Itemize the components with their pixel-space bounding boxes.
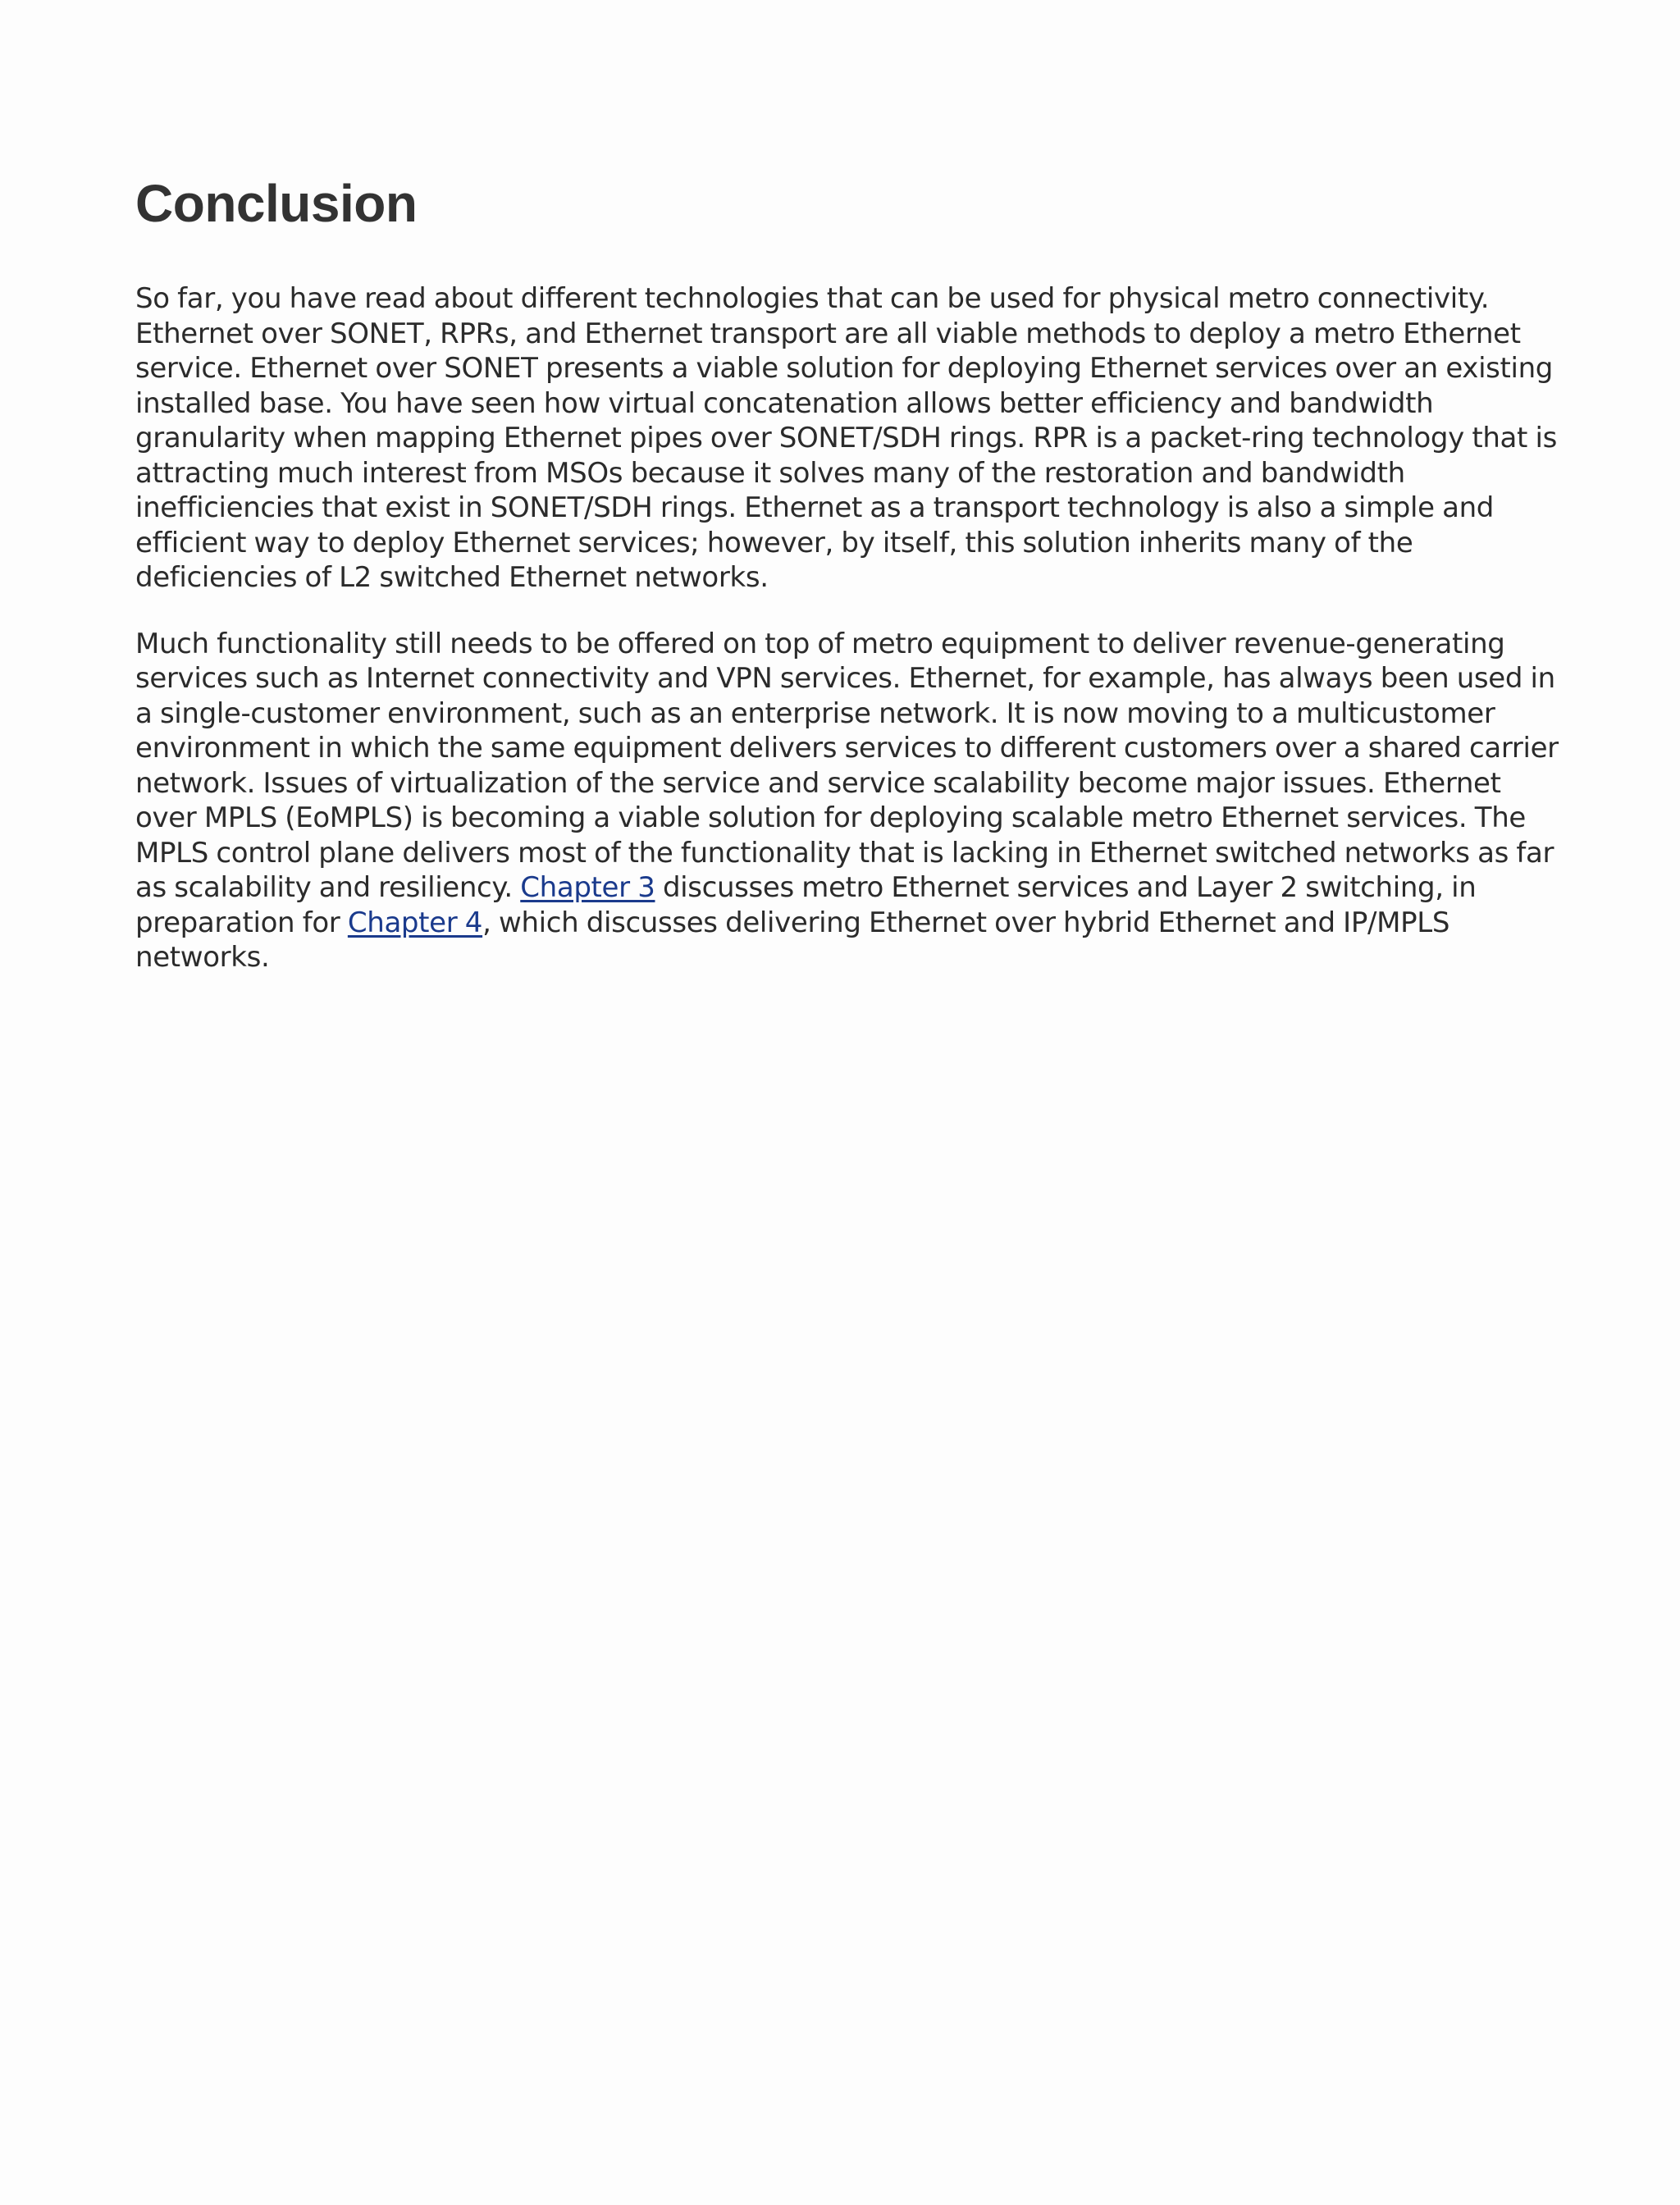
- paragraph-2-text-end: , which discusses delivering Ethernet over hybrid Ethernet and IP/MPLS networks.: [135, 906, 1450, 974]
- chapter-4-link[interactable]: Chapter 4: [347, 906, 483, 939]
- paragraph-1: So far, you have read about different technologies that can be used for physical metro connectivity. Ethernet over SONET, RPRs, and Ethernet transport are all viable methods to deploy a metro Ethernet service. Ethernet over SONET presents a viable solution for deploying Ethernet services over an existing installed base. You have seen how virtual concatenation allows better efficiency and bandwidth granularity when mapping Ethernet pipes over SONET/SDH rings. RPR is a packet-ring technology that is attracting much interest from MSOs because it solves many of the restoration and bandwidth inefficiencies that exist in SONET/SDH rings. Ethernet as a transport technology is also a simple and efficient way to deploy Ethernet services; however, by itself, this solution inherits many of the deficiencies of L2 switched Ethernet networks.: [135, 282, 1557, 594]
- paragraph-2-text-start: Much functionality still needs to be offered on top of metro equipment to deliver revenue-generating services such as Internet connectivity and VPN services. Ethernet, for example, has always been used in a single-customer environment, such as an enterprise network. It is now moving to a multicustomer environment in which the same equipment delivers services to different customers over a shared carrier network. Issues of virtualization of the service and service scalability become major issues. Ethernet over MPLS (EoMPLS) is becoming a viable solution for deploying scalable metro Ethernet services. The MPLS control plane delivers most of the functionality that is lacking in Ethernet switched networks as far as scalability and resiliency.: [135, 627, 1559, 904]
- paragraph-2: [135, 627, 1563, 975]
- chapter-3-link[interactable]: Chapter 3: [520, 871, 655, 904]
- paragraph-2-text-middle: discusses metro Ethernet services and Layer 2 switching, in preparation for: [135, 871, 1477, 939]
- document-content: [135, 168, 1563, 1007]
- page-title: Conclusion: [135, 174, 418, 233]
